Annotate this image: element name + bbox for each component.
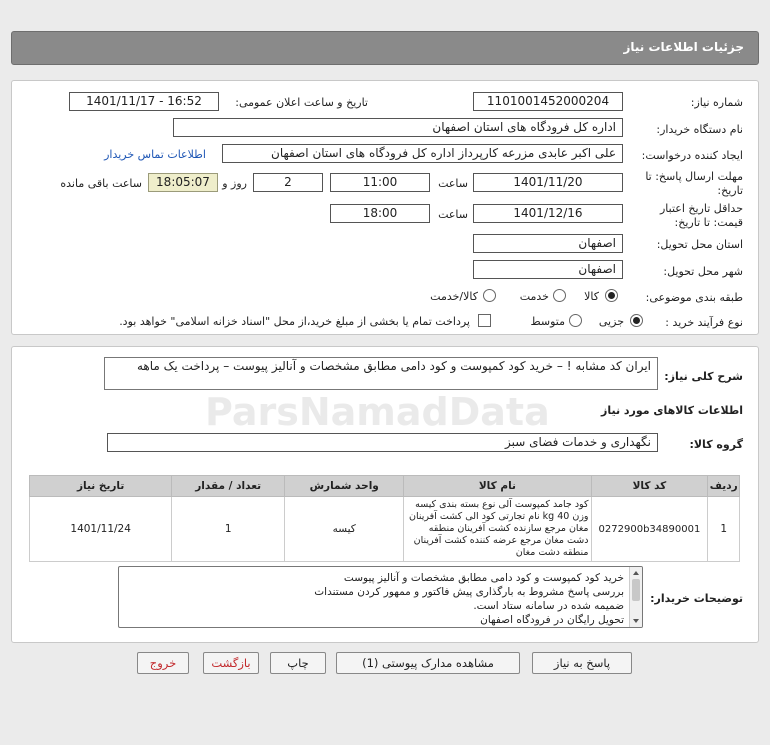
col-qty: تعداد / مقدار [172, 476, 285, 497]
category-radio-service[interactable] [553, 289, 566, 302]
cell-qty: 1 [172, 497, 285, 562]
goods-info-title: اطلاعات کالاهای مورد نیاز [601, 404, 743, 417]
print-button[interactable]: چاپ [270, 652, 326, 674]
buyer-notes-box [118, 566, 643, 628]
goods-group-field: نگهداری و خدمات فضای سبز [107, 433, 658, 452]
buyer-contact-link[interactable]: اطلاعات تماس خریدار [104, 148, 206, 161]
cell-code: 0272900b34890001 [591, 497, 708, 562]
back-button[interactable]: بازگشت [203, 652, 259, 674]
buyer-notes-text [294, 571, 624, 627]
validity-time-label: ساعت [438, 208, 468, 221]
col-unit: واحد شمارش [285, 476, 404, 497]
category-option-goods-service: کالا/خدمت [430, 290, 478, 303]
goods-table-header [30, 476, 740, 497]
process-label: نوع فرآیند خرید : [665, 316, 743, 329]
buyer-org-field: اداره کل فرودگاه های استان اصفهان [173, 118, 623, 137]
days-field: 2 [253, 173, 323, 192]
validity-label-1: حداقل تاریخ اعتبار [659, 202, 743, 215]
remaining-time-field: 18:05:07 [148, 173, 218, 192]
category-option-goods: کالا [584, 290, 599, 303]
buyer-notes-scrollbar[interactable] [629, 567, 642, 627]
city-field: اصفهان [473, 260, 623, 279]
table-row [30, 497, 740, 562]
category-label: طبقه بندی موضوعی: [645, 291, 743, 304]
col-name: نام کالا [404, 476, 591, 497]
process-radio-medium[interactable] [569, 314, 582, 327]
days-label: روز و [222, 177, 247, 190]
deadline-label-1: مهلت ارسال پاسخ: تا [645, 170, 743, 183]
buyer-notes-line: بررسی پاسخ مشروط به بارگذاری پیش فاکتور و ممهور کردن مستندات ضمیمه شده در سامانه ستاد است. [314, 586, 624, 612]
buyer-notes-line: تحویل رایگان در فرودگاه اصفهان [480, 614, 624, 626]
process-radio-partial[interactable] [630, 314, 643, 327]
validity-time-field: 18:00 [330, 204, 430, 223]
announce-label: تاریخ و ساعت اعلان عمومی: [235, 96, 368, 109]
page-header [11, 31, 759, 65]
scroll-up-arrow-icon[interactable] [633, 571, 639, 575]
creator-label: ایجاد کننده درخواست: [641, 149, 743, 162]
province-field: اصفهان [473, 234, 623, 253]
process-option-medium: متوسط [530, 315, 565, 328]
need-number-field: 1101001452000204 [473, 92, 623, 111]
col-row: ردیف [708, 476, 740, 497]
attachments-button[interactable]: مشاهده مدارک پیوستی (1) [336, 652, 520, 674]
announce-field: 1401/11/17 - 16:52 [69, 92, 219, 111]
province-label: استان محل تحویل: [656, 238, 743, 251]
remaining-label: ساعت باقی مانده [60, 177, 142, 190]
cell-name: کود جامد کمپوست آلی نوع بسته بندی کیسه وزن 40 kg نام تجارتی کود الی کشت آفرینان مغان مرجع سازنده کشت آفرینان منطقه دشت مغان مرجع عرضه کننده کشت آفرینان منطقه دشت مغان [404, 497, 591, 562]
buyer-notes-line: خرید کود کمپوست و کود دامی مطابق مشخصات و آنالیز پیوست [343, 572, 624, 584]
deadline-date-field: 1401/11/20 [473, 173, 623, 192]
summary-field: ایران کد مشابه ! – خرید کود کمپوست و کود دامی مطابق مشخصات و آنالیز پیوست – پرداخت یک ماهه [104, 357, 658, 390]
buyer-org-label: نام دستگاه خریدار: [656, 123, 743, 136]
deadline-time-label: ساعت [438, 177, 468, 190]
treasury-payment-checkbox[interactable] [478, 314, 491, 327]
goods-table [29, 475, 740, 562]
cell-date: 1401/11/24 [30, 497, 172, 562]
summary-label: شرح کلی نیاز: [664, 370, 743, 383]
validity-label-2: قیمت: تا تاریخ: [674, 216, 743, 229]
cell-row: 1 [708, 497, 740, 562]
process-option-partial: جزیی [598, 315, 624, 328]
goods-group-label: گروه کالا: [689, 438, 743, 451]
category-radio-goods[interactable] [605, 289, 618, 302]
scroll-thumb[interactable] [632, 579, 640, 601]
need-number-label: شماره نیاز: [690, 96, 743, 109]
scroll-down-arrow-icon[interactable] [633, 619, 639, 623]
deadline-time-field: 11:00 [330, 173, 430, 192]
validity-date-field: 1401/12/16 [473, 204, 623, 223]
cell-unit: کیسه [285, 497, 404, 562]
treasury-payment-note: پرداخت تمام یا بخشی از مبلغ خرید،از محل "اسناد خزانه اسلامی" خواهد بود. [119, 315, 470, 328]
deadline-label-2: تاریخ: [717, 184, 743, 197]
city-label: شهر محل تحویل: [663, 265, 743, 278]
page-title: جزئیات اطلاعات نیاز [623, 40, 744, 54]
category-option-service: خدمت [519, 290, 549, 303]
category-radio-goods-service[interactable] [483, 289, 496, 302]
buyer-notes-label: توضیحات خریدار: [650, 592, 743, 605]
col-date: تاریخ نیاز [30, 476, 172, 497]
reply-button[interactable]: پاسخ به نیاز [532, 652, 632, 674]
exit-button[interactable]: خروج [137, 652, 189, 674]
col-code: کد کالا [591, 476, 708, 497]
creator-field: علی اکبر عابدی مزرعه کارپرداز اداره کل فرودگاه های استان اصفهان [222, 144, 623, 163]
